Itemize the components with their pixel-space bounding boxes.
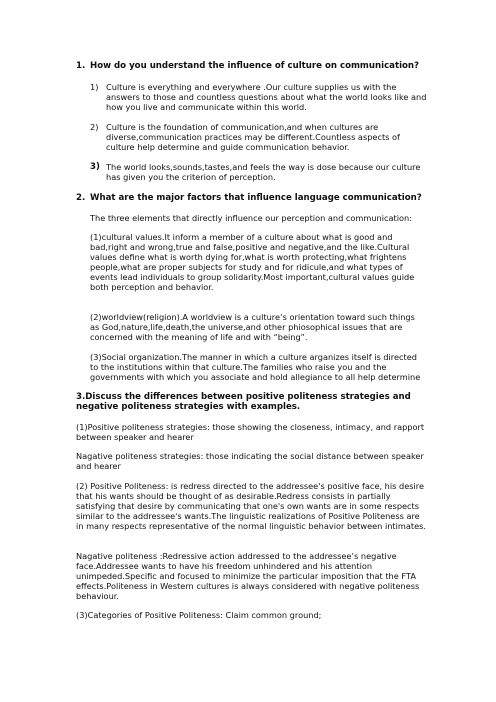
q1-item1-marker: 1) xyxy=(90,82,99,92)
q1-item2-marker: 2) xyxy=(90,122,99,132)
q2-number: 2. xyxy=(76,193,86,203)
q1-heading: How do you understand the influence of culture on communication? xyxy=(90,61,420,71)
q1-item3-marker: 3) xyxy=(90,162,100,172)
document-page: 1. How do you understand the influence of culture on communication? 1) Culture is everything and everywhere .Our culture supplies us with the answers to those and countless questions about what the world looks like and how you live and communicate within this world. 2) Culture is the foundation of communication,and when cultures are diverse,communication practices may be different.Countless aspects of culture help determine and guide communication behavior. 3) The world looks,sounds,tastes,and feels the way is dose because our culture has given you the criterion of perception. 2. What are the major factors that influence language communication? The three elements that directly influence our perception and communication: (1)cultural values.It inform a member of a culture about what is good and bad,right and wrong,true and false,positive and negative,and the like.Cultural values define what is worth dying for,what is worth protecting,what frightens people,what are proper subjects for study and for ridicule,and what types of events lead individuals to group solidarity.Most important,cultural values guide both perception and behavior. (2)worldview(religion).A worldview is a culture’s orientation toward such things as God,nature,life,death,the universe,and other phiosophical issues that are concerned with the meaning of life and with “being”. (3)Social organization.The manner in which a culture arganizes itself is directed to the institutions within that culture.The families who raise you and the governments with which you associate and hold allegiance to all help determine 3.Discuss the differences between positive politeness strategies and negative politeness strategies with examples. (1)Positive politeness strategies: those showing the closeness, intimacy, and rapport between speaker and hearer Nagative politeness strategies: those indicating the social distance between speaker and hearer (2) Positive Politeness: is redress directed to the addressee's positive face, his desire that his wants should be thought of as desirable.Redress consists in partially satisfying that desire by communicating that one's own wants are in some respects similar to the addressee's wants.The linguistic realizations of Positive Politeness are in many respects representative of the normal linguistic behavior between intimates. Nagative politeness :Redressive action addressed to the addressee’s negative face.Addressee wants to have his freedom unhindered and his attention unimpeded.Specific and focused to minimize the particular imposition that the FTA effects.Politeness in Western cultures is always considered with negative politeness behaviour. (3)Categories of Positive Politeness: Claim common ground; xyxy=(76,61,427,620)
q2-intro: The three elements that directly influence our perception and communication: xyxy=(90,213,412,223)
q2-heading: What are the major factors that influence language communication? xyxy=(90,193,422,203)
q1-number: 1. xyxy=(76,61,86,71)
